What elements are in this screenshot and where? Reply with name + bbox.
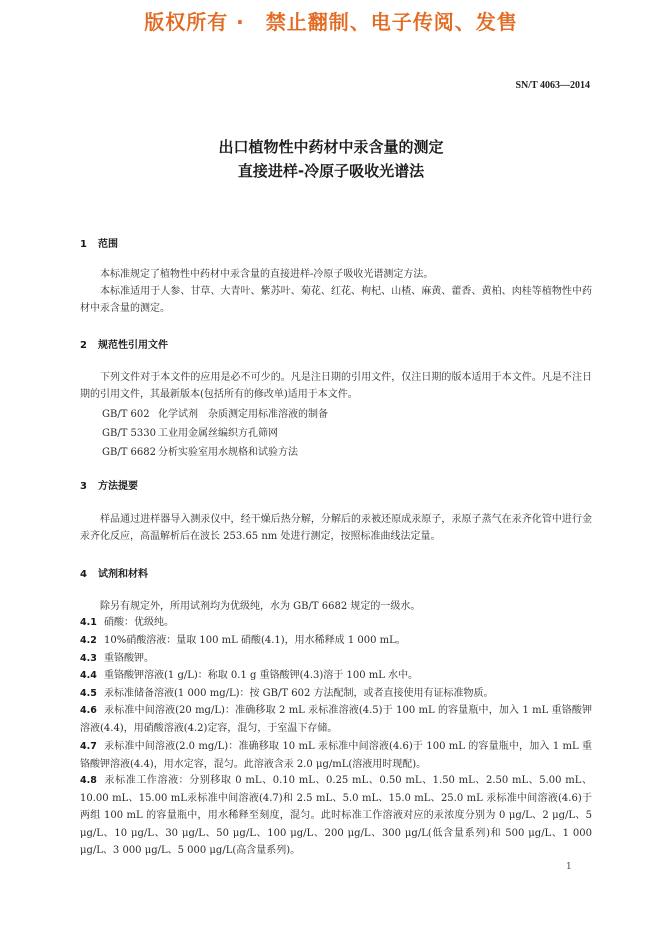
clause-number: 4.6 [80,705,97,716]
section-number: 1 [80,239,87,250]
section-4-paragraph-1: 除另有规定外，所用试剂均为优级纯，水为 GB/T 6682 规定的一级水。 [100,601,421,612]
section-title: 规范性引用文件 [98,340,168,351]
clause-item [80,667,592,685]
clause-text: 10%硝酸溶液：量取 100 mL 硝酸(4.1)，用水稀释成 1 000 mL。 [104,635,406,646]
clause-item [80,650,592,668]
document-title-line2: 直接进样-冷原子吸收光谱法 [237,162,425,180]
clause-text: 汞标准中间溶液(2.0 mg/L)：准确移取 10 mL 汞标准中间溶液(4.6)于 100 mL 的容量瓶中，加入 1 mL 重铬酸钾溶液(4.4)，用水定容，混匀。此溶液含汞 2.0 μg/mL(溶液用时现配)。 [80,741,592,770]
reference-code: GB/T 6682 [102,447,157,458]
section-3-heading [80,477,138,492]
reference-code: GB/T 602 [102,409,150,420]
copyright-watermark: 版权所有 · 禁止翻制、电子传阅、发售 [144,10,518,34]
section-number: 2 [80,340,87,351]
section-1-paragraph-2: 本标准适用于人参、甘草、大青叶、紫苏叶、菊花、红花、枸杞、山楂、麻黄、藿香、黄柏、肉桂等植物性中药材中汞含量的测定。 [80,286,592,314]
clause-number: 4.2 [80,635,97,646]
reference-title: 工业用金属丝编织方孔筛网 [158,428,278,439]
clause-number: 4.7 [80,741,97,752]
clause-text: 重铬酸钾溶液(1 g/L)：称取 0.1 g 重铬酸钾(4.3)溶于 100 mL 水中。 [104,670,419,681]
clause-text: 硝酸：优级纯。 [104,617,174,628]
section-number: 3 [80,481,87,492]
section-4-heading [80,565,148,580]
clause-item [80,632,592,650]
clause-item [80,614,592,632]
clause-text: 汞标准储备溶液(1 000 mg/L)：按 GB/T 602 方法配制，或者直接使用有证标准物质。 [104,688,494,699]
normative-reference [102,424,278,439]
page-number: 1 [566,862,572,872]
section-title: 方法提要 [98,481,138,492]
clause-number: 4.3 [80,653,97,664]
section-number: 4 [80,569,87,580]
standard-number: SN/T 4063—2014 [515,80,590,91]
reference-title: 分析实验室用水规格和试验方法 [158,447,298,458]
section-title: 范围 [98,239,118,250]
section-1-paragraph-1: 本标准规定了植物性中药材中汞含量的直接进样-冷原子吸收光谱测定方法。 [100,269,434,280]
clause-item [80,702,592,737]
clause-item [80,685,592,703]
document-title-line1: 出口植物性中药材中汞含量的测定 [218,138,444,156]
section-title: 试剂和材料 [98,569,148,580]
normative-reference [102,405,328,420]
clause-item [80,772,592,860]
clause-item [80,738,592,773]
section-2-paragraph-1: 下列文件对于本文件的应用是必不可少的。凡是注日期的引用文件，仅注日期的版本适用于本文件。凡是不注日期的引用文件，其最新版本(包括所有的修改单)适用于本文件。 [80,372,592,400]
reference-code: GB/T 5330 [102,428,157,439]
normative-reference [102,443,298,458]
section-1-heading [80,235,118,250]
clause-number: 4.5 [80,688,97,699]
section-2-heading [80,336,168,351]
clause-number: 4.1 [80,617,97,628]
section-3-paragraph-1: 样品通过进样器导入测汞仪中，经干燥后热分解，分解后的汞被还原成汞原子，汞原子蒸气在汞齐化管中进行金汞齐化反应，高温解析后在波长 253.65 nm 处进行测定，按照标准曲线法定量。 [80,514,592,542]
clause-number: 4.8 [80,775,97,786]
clause-text: 汞标准工作溶液：分别移取 0 mL、0.10 mL、0.25 mL、0.50 mL、1.50 mL、2.50 mL、5.00 mL、10.00 mL、15.00 mL汞标准中间溶液(4.7)和 2.5 mL、5.0 mL、15.0 mL、25.0 mL 汞标准中间溶液(4.6)于两组 100 mL 的容量瓶中，用水稀释至刻度，混匀。此时标准工作溶液对应的汞浓度分别为 0 μg/L、2 μg/L、5 μg/L、10 μg/L、30 μg/L、50 μg/L、100 μg/L、200 μg/L、300 μg/L(低含量系列)和 500 μg/L、1 000 μg/L、3 000 μg/L、5 000 μg/L(高含量系列)。 [80,775,592,856]
clause-number: 4.4 [80,670,97,681]
reference-title: 化学试剂 杂质测定用标准溶液的制备 [158,409,328,420]
clause-text: 汞标准中间溶液(20 mg/L)：准确移取 2 mL 汞标准溶液(4.5)于 100 mL 的容量瓶中，加入 1 mL 重铬酸钾溶液(4.4)，用硝酸溶液(4.2)定容，混匀，于室温下存储。 [80,705,592,734]
clause-text: 重铬酸钾。 [104,653,154,664]
